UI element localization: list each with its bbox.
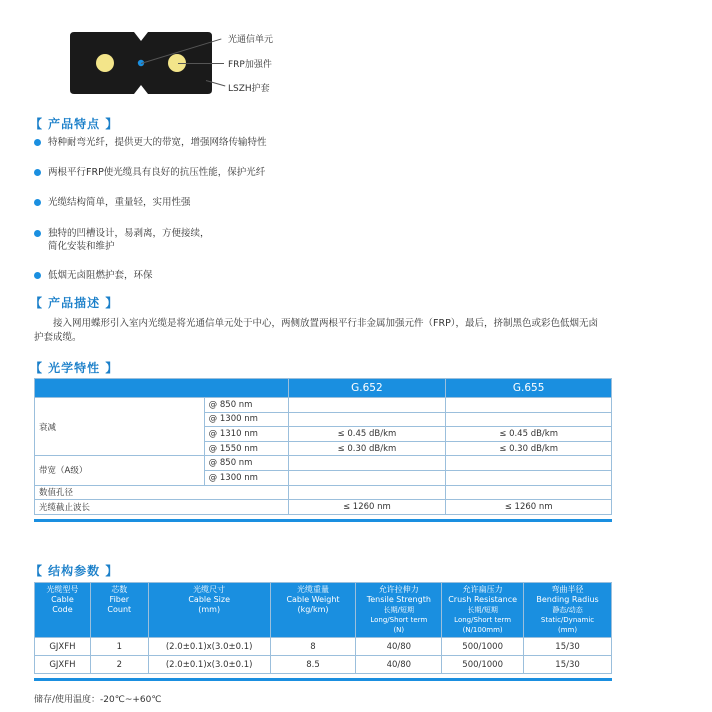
g655-cell: ≤ 1260 nm xyxy=(446,500,612,515)
wavelength-cell: @ 1310 nm xyxy=(204,427,288,442)
optical-table xyxy=(34,378,612,515)
header-cable-size: 光缆尺寸 Cable Size (mm) xyxy=(148,583,270,638)
cell-bending: 15/30 xyxy=(524,656,612,674)
numerical-aperture-label: 数值孔径 xyxy=(35,485,289,500)
cutoff-wavelength-label: 光缆截止波长 xyxy=(35,500,289,515)
cell-size: (2.0±0.1)x(3.0±0.1) xyxy=(148,656,270,674)
g652-cell: ≤ 0.30 dB/km xyxy=(288,441,446,456)
g652-cell: ≤ 1260 nm xyxy=(288,500,446,515)
feature-item: 光缆结构简单，重量轻，实用性强 xyxy=(34,196,191,209)
g652-cell xyxy=(288,398,446,413)
frp-left xyxy=(96,54,114,72)
header-cable-weight: 光缆重量 Cable Weight (kg/km) xyxy=(270,583,356,638)
cell-count: 2 xyxy=(90,656,148,674)
g652-cell xyxy=(288,412,446,427)
cell-weight: 8.5 xyxy=(270,656,356,674)
optical-header-g655: G.655 xyxy=(446,379,612,398)
header-crush-resistance: 允许扁压力 Crush Resistance 长期/短期 Long/Short term (N/100mm) xyxy=(442,583,524,638)
callout-line-2 xyxy=(178,63,224,64)
wavelength-cell: @ 850 nm xyxy=(204,456,288,471)
g652-cell: ≤ 0.45 dB/km xyxy=(288,427,446,442)
structure-table xyxy=(34,582,612,674)
bandwidth-label: 带宽（A级） xyxy=(35,456,205,485)
feature-item: 特种耐弯光纤，提供更大的带宽，增强网络传输特性 xyxy=(34,136,267,149)
label-optical-unit: 光通信单元 xyxy=(228,35,274,45)
bullet-icon xyxy=(34,272,41,279)
bullet-icon xyxy=(34,139,41,146)
header-tensile-strength: 允许拉伸力 Tensile Strength 长期/短期 Long/Short term (N) xyxy=(356,583,442,638)
cell-crush: 500/1000 xyxy=(442,656,524,674)
cell-weight: 8 xyxy=(270,638,356,656)
cell-size: (2.0±0.1)x(3.0±0.1) xyxy=(148,638,270,656)
g652-cell xyxy=(288,485,446,500)
description-text: 接入网用蝶形引入室内光缆是将光通信单元处于中心，两侧放置两根平行非金属加强元件（FRP），最后，挤制黑色或彩色低烟无卤护套成缆。 xyxy=(34,318,599,343)
wavelength-cell: @ 1550 nm xyxy=(204,441,288,456)
bullet-icon xyxy=(34,169,41,176)
feature-item: 两根平行FRP使光缆具有良好的抗压性能，保护光纤 xyxy=(34,166,265,179)
storage-temperature-note: 储存/使用温度：-20℃~+60℃ xyxy=(34,695,162,705)
g655-cell xyxy=(446,456,612,471)
optical-header-g652: G.652 xyxy=(288,379,446,398)
g652-cell xyxy=(288,470,446,485)
header-cable-code: 光缆型号 Cable Code xyxy=(35,583,91,638)
optical-table-bottom-rule xyxy=(34,519,612,522)
g655-cell xyxy=(446,470,612,485)
header-bending-radius: 弯曲半径 Bending Radius 静态/动态 Static/Dynamic (mm) xyxy=(524,583,612,638)
structure-heading: 【 结构参数 】 xyxy=(30,564,119,578)
wavelength-cell: @ 1300 nm xyxy=(204,412,288,427)
optical-heading: 【 光学特性 】 xyxy=(30,361,119,375)
cell-crush: 500/1000 xyxy=(442,638,524,656)
g655-cell xyxy=(446,485,612,500)
g655-cell xyxy=(446,412,612,427)
cell-tensile: 40/80 xyxy=(356,638,442,656)
optical-header-blank xyxy=(35,379,289,398)
description-heading: 【 产品描述 】 xyxy=(30,296,119,310)
cell-bending: 15/30 xyxy=(524,638,612,656)
wavelength-cell: @ 850 nm xyxy=(204,398,288,413)
cell-tensile: 40/80 xyxy=(356,656,442,674)
bullet-icon xyxy=(34,230,41,237)
g655-cell xyxy=(446,398,612,413)
g652-cell xyxy=(288,456,446,471)
table-row xyxy=(35,656,612,674)
g655-cell: ≤ 0.45 dB/km xyxy=(446,427,612,442)
wavelength-cell: @ 1300 nm xyxy=(204,470,288,485)
label-lszh: LSZH护套 xyxy=(228,84,270,94)
feature-item: 独特的凹槽设计，易剥离，方便接续， 简化安装和维护 xyxy=(34,227,210,253)
features-heading: 【 产品特点 】 xyxy=(30,117,119,131)
bullet-icon xyxy=(34,199,41,206)
header-fiber-count: 芯数 Fiber Count xyxy=(90,583,148,638)
structure-table-bottom-rule xyxy=(34,678,612,681)
cell-count: 1 xyxy=(90,638,148,656)
feature-item: 低烟无卤阻燃护套，环保 xyxy=(34,269,153,282)
cell-code: GJXFH xyxy=(35,638,91,656)
cell-code: GJXFH xyxy=(35,656,91,674)
g655-cell: ≤ 0.30 dB/km xyxy=(446,441,612,456)
label-frp: FRP加强件 xyxy=(228,60,272,70)
attenuation-label: 衰减 xyxy=(35,398,205,456)
table-row xyxy=(35,638,612,656)
